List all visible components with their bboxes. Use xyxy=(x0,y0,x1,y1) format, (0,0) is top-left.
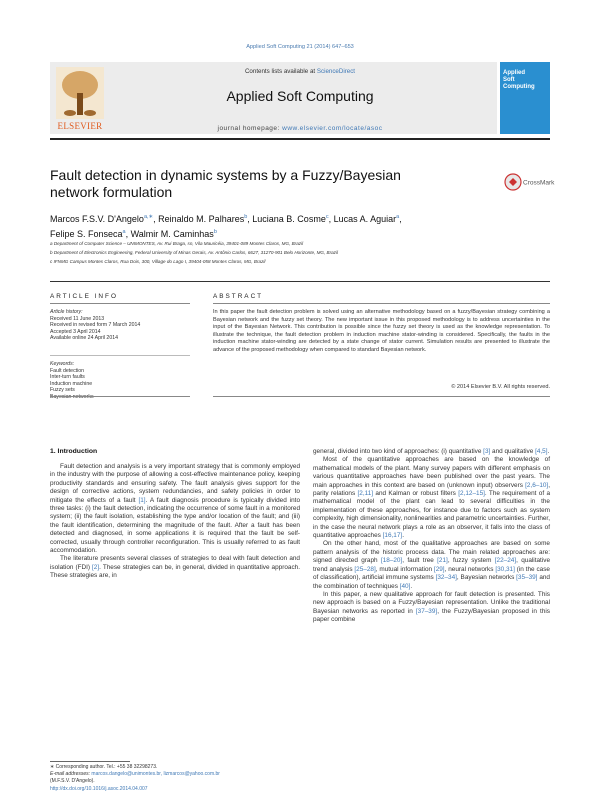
abstract-bottom-rule xyxy=(213,396,550,397)
cover-title-line: Applied xyxy=(503,70,525,76)
author-separator: , xyxy=(125,229,131,239)
footnote-email-suffix: (M.F.S.V. D'Angelo). xyxy=(50,778,95,784)
citation-link[interactable]: [2] xyxy=(92,563,100,571)
author-name: Luciana B. Cosme xyxy=(252,214,326,224)
header-rule xyxy=(50,138,550,140)
homepage-prefix: journal homepage: xyxy=(217,125,283,132)
affiliation: c IFNMG Campus Montes Claros, Rua Dois, 300, Village do Lago I, 39404-058 Montes Claros, MG, Brazil xyxy=(50,259,266,264)
author-name: Lucas A. Aguiar xyxy=(333,214,397,224)
article-title xyxy=(50,167,470,201)
citation-link[interactable]: [2,11] xyxy=(357,490,374,498)
author-name: Reinaldo M. Palhares xyxy=(158,214,245,224)
body-paragraph: On the other hand, most of the qualitative approaches are based on some pattern analysis of the historic process data. The main related approaches are: signed directed graph [18–20], fault tree [21], fuzzy system [22–24], qualitative trend analysis [25–28], mutual information [29], neural networks [30,31] (in the case of classification), artificial immune systems [32–34], Bayesian networks [35–39] and the combination of techniques [40]. xyxy=(313,540,550,590)
title-line: network formulation xyxy=(50,184,173,200)
footnote-corresponding: ∗ Corresponding author. Tel.: +55 38 32298273. xyxy=(50,764,158,770)
contents-prefix: Contents lists available at xyxy=(244,68,317,75)
author-affiliation-mark[interactable]: a,∗ xyxy=(143,214,154,220)
citation-link[interactable]: [16,17] xyxy=(382,532,403,540)
body-column-left xyxy=(50,463,300,581)
citation-link[interactable]: [2,12–15] xyxy=(458,490,485,498)
citation-link[interactable]: [4,5] xyxy=(535,448,548,455)
abstract-heading: ABSTRACT xyxy=(213,293,264,300)
journal-reference[interactable]: Applied Soft Computing 21 (2014) 647–653 xyxy=(246,44,354,50)
author-separator: , xyxy=(247,214,253,224)
publisher-wordmark: ELSEVIER xyxy=(57,121,103,131)
citation-link[interactable]: [30,31] xyxy=(495,565,515,573)
citation-link[interactable]: [2,6–10] xyxy=(525,481,549,489)
body-column-right xyxy=(313,448,550,625)
section-heading-introduction: 1. Introduction xyxy=(50,448,98,455)
citation-link[interactable]: [21] xyxy=(437,557,448,565)
citation-link[interactable]: [3] xyxy=(483,448,491,455)
author-name: Walmir M. Caminhas xyxy=(130,229,214,239)
article-history xyxy=(50,309,190,342)
author-separator: , xyxy=(328,214,334,224)
crossmark-label: CrossMark xyxy=(523,179,555,187)
keyword: Fault detection xyxy=(50,367,85,374)
author-separator: , xyxy=(153,214,159,224)
journal-name: Applied Soft Computing xyxy=(226,88,374,104)
history-item: Available online 24 April 2014 xyxy=(50,335,118,342)
email-label: E-mail addresses: xyxy=(50,771,92,777)
body-paragraph: Most of the quantitative approaches are based on the knowledge of mathematical models of the plant. Many survey papers with different emphasis on various quantitative approaches have been published over the past years. The main approaches in this context are based on (unknown input) observers [2,6–10], parity relations [2,11] and Kalman or robust filters [2,12–15]. The requirement of a mathematical model of the plant can lead to several difficulties in the implementation of these approaches, for instance due to factors such as system complexity, high dimensionality, nonlinearities and parametric uncertainties. Further, in the case the neural network plays a role as an observer, it falls into the class of quantitative approaches [16,17]. xyxy=(313,456,551,540)
article-info-rule xyxy=(50,303,190,304)
cover-title-line: Soft xyxy=(503,77,515,83)
keyword: Inter-turn faults xyxy=(50,374,85,381)
keywords xyxy=(50,361,190,401)
contents-line xyxy=(110,68,490,75)
cover-title-line: Computing xyxy=(503,84,535,90)
abstract-text: In this paper the fault detection problem is solved using an alternative methodology based on a fuzzy/Bayesian strategy combining a Bayesian network and the fuzzy set theory. The new important issue in this proposed methodology is to address uncertainties in the input of the Bayesian Network. This contribution is possible since the fuzzy set theory is used as the knowledge representation. To illustrate the technique, the fault detection problem in induction machine stator-winding is considered. Specifically, the faults in the induction machine stator-winding are detected by a state change of stator current. Simulation results are presented to illustrate the advance of the proposed methodology when compared to standard Bayesian network. xyxy=(213,309,550,353)
crossmark-icon[interactable] xyxy=(504,172,555,192)
author-name: Felipe S. Fonseca xyxy=(50,229,123,239)
citation-link[interactable]: [35–39] xyxy=(516,574,538,582)
keyword: Bayesian networks xyxy=(50,393,94,400)
affiliation: b Department of Electronics Engineering, Federal University of Minas Gerais, Av. Antônio Carlos, 6627, 31270-901 Belo Horizonte, MG, Brazil xyxy=(50,250,339,255)
author-affiliation-mark[interactable]: c xyxy=(325,214,329,220)
section-rule xyxy=(50,281,550,282)
homepage-link[interactable]: www.elsevier.com/locate/asoc xyxy=(282,125,383,132)
citation-link[interactable]: [25–28] xyxy=(354,565,376,573)
citation-link[interactable]: [18–20] xyxy=(380,557,403,565)
abstract-rule xyxy=(213,303,550,304)
citation-link[interactable]: [40] xyxy=(399,582,411,590)
author-affiliation-mark[interactable]: b xyxy=(213,229,217,235)
footnote-rule xyxy=(50,761,130,762)
article-info-bottom-rule xyxy=(50,396,190,397)
body-paragraph: The literature presents several classes of strategies to deal with fault detection and isolation (FDI) [2]. These strategies can be, in general, divided in quantitative approach. These strategies are, in xyxy=(50,555,300,580)
author-list xyxy=(50,211,550,241)
cover-title xyxy=(503,70,549,91)
history-item: Received in revised form 7 March 2014 xyxy=(50,322,141,329)
body-paragraph: In this paper, a new qualitative approach for fault detection is presented. This new approach is based on a Fuzzy/Bayesian representation. Unlike the traditional Bayesian networks as reported in [37–39], the Fuzzy/Bayesian proposed in this paper combine xyxy=(313,590,550,624)
citation-link[interactable]: [1] xyxy=(138,496,146,504)
author-affiliation-mark[interactable]: a xyxy=(122,229,126,235)
citation-link[interactable]: [22–24] xyxy=(494,557,517,565)
email-links[interactable]: marcos.dangelo@unimontes.br, lizmarcos@yahoo.com.br xyxy=(91,771,220,777)
author-line xyxy=(50,211,550,226)
citation-link[interactable]: [37–39] xyxy=(415,607,438,615)
history-item: Accepted 3 April 2014 xyxy=(50,328,101,335)
author-separator: , xyxy=(399,214,402,224)
sciencedirect-link[interactable]: ScienceDirect xyxy=(316,68,356,75)
keywords-label: Keywords: xyxy=(50,361,75,367)
author-affiliation-mark[interactable]: b xyxy=(244,214,248,220)
copyright: © 2014 Elsevier B.V. All rights reserved. xyxy=(451,384,550,390)
author-line xyxy=(50,226,550,241)
journal-homepage xyxy=(110,125,490,132)
author-name: Marcos F.S.V. D'Angelo xyxy=(50,214,144,224)
doi-link[interactable]: http://dx.doi.org/10.1016/j.asoc.2014.04.007 xyxy=(50,786,148,792)
citation-link[interactable]: [32–34] xyxy=(435,574,457,582)
keyword: Induction machine xyxy=(50,380,93,387)
body-paragraph: Fault detection and analysis is a very important strategy that is commonly employed in the industry with the purpose of allowing a cost-effective maintenance policy, keeping productivity standards and ensuring safety. The fault analysis gives support for the design of corrective actions, system redundancies, and safety policies in order to mitigate the effects of a fault [1]. A fault diagnosis procedure is typically divided into three tasks: (i) the fault detection, indicating the occurrence of some fault in a monitored system; (ii) the fault isolation, establishing the type and/or location of the fault; and (iii) the fault identification, determining the magnitude of the fault. After a fault has been detected and diagnosed, in some applications it is required that the fault be self-corrected, usually through controller reconfiguration. This is usually referred to as fault accommodation. xyxy=(50,463,300,555)
footnote-email xyxy=(50,771,300,778)
history-label: Article history: xyxy=(50,309,83,315)
history-item: Received 11 June 2013 xyxy=(50,315,105,322)
keyword: Fuzzy sets xyxy=(50,387,75,394)
title-line: Fault detection in dynamic systems by a Fuzzy/Bayesian xyxy=(50,167,401,183)
info-divider xyxy=(50,355,190,356)
author-affiliation-mark[interactable]: a xyxy=(396,214,400,220)
citation-link[interactable]: [29] xyxy=(433,565,445,573)
article-info-heading: ARTICLE INFO xyxy=(50,293,118,300)
body-paragraph: general, divided into two kind of approaches: (i) quantitative [3] and qualitative [4,5]. xyxy=(313,448,550,455)
affiliation: a Department of Computer Science – UNIMONTES, Av. Rui Braga, sn, Vila Mauricéia, 39401-089 Montes Claros, MG, Brazil xyxy=(50,241,304,246)
